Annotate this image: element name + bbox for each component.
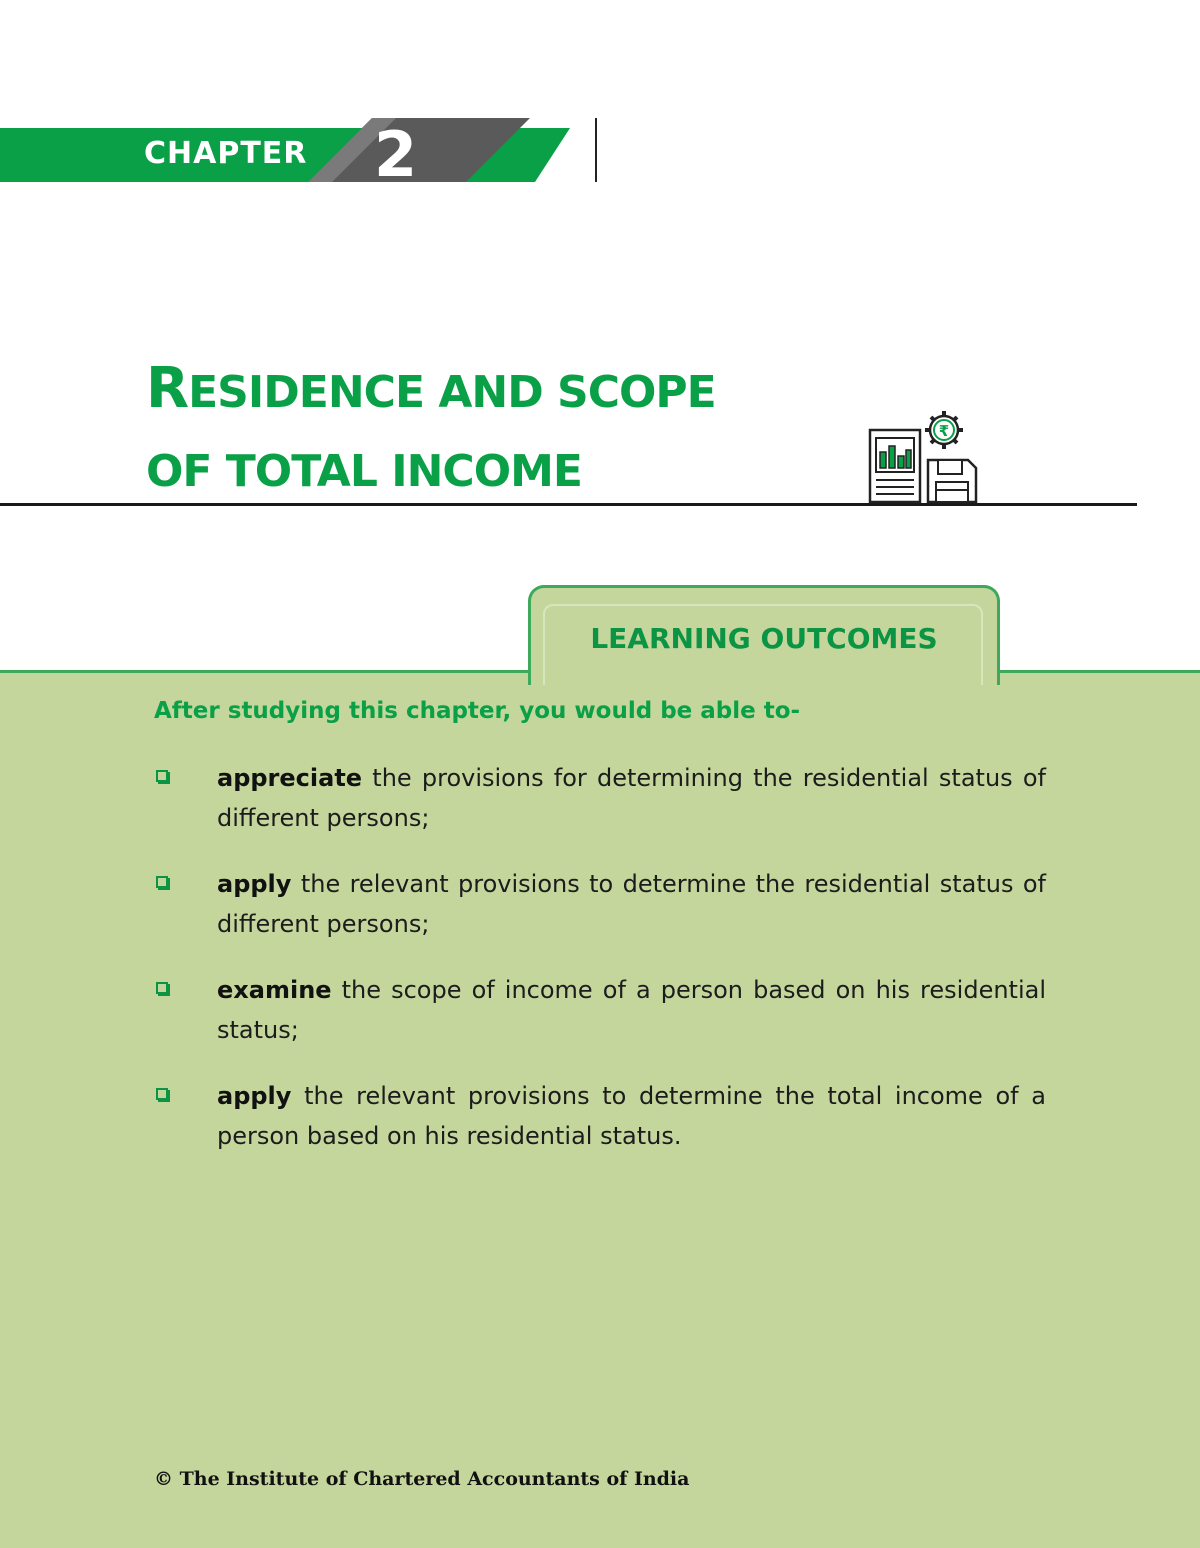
checkbox-bullet-icon xyxy=(156,876,168,888)
outcome-item xyxy=(154,864,1046,944)
chapter-label: CHAPTER xyxy=(144,136,308,171)
title-initial-cap: R xyxy=(146,356,189,421)
learning-outcomes-intro: After studying this chapter, you would be able to- xyxy=(154,698,801,724)
title-line-1-rest: ESIDENCE AND SCOPE xyxy=(188,367,716,418)
outcome-text: the relevant provisions to determine the residential status of different persons; xyxy=(217,870,1046,938)
outcome-item xyxy=(154,970,1046,1050)
checkbox-bullet-icon xyxy=(156,982,168,994)
outcome-item xyxy=(154,758,1046,838)
outcome-verb: apply xyxy=(217,870,292,898)
outcome-verb: appreciate xyxy=(217,764,363,792)
checkbox-bullet-icon xyxy=(156,1088,168,1100)
checkbox-bullet-icon xyxy=(156,770,168,782)
learning-outcomes-heading: LEARNING OUTCOMES xyxy=(590,622,938,655)
outcome-verb: examine xyxy=(217,976,332,1004)
outcome-verb: apply xyxy=(217,1082,292,1110)
outcome-text: the provisions for determining the residential status of different persons; xyxy=(217,764,1046,832)
outcome-text: the relevant provisions to determine the total income of a person based on his residential status. xyxy=(217,1082,1046,1150)
chapter-title-line-1 xyxy=(146,356,716,421)
outcome-text: the scope of income of a person based on his residential status; xyxy=(217,976,1046,1044)
outcome-item xyxy=(154,1076,1046,1156)
copyright-footer: © The Institute of Chartered Accountants of India xyxy=(154,1468,690,1490)
chapter-title-line-2: OF TOTAL INCOME xyxy=(146,446,582,497)
finance-report-icon xyxy=(864,408,980,506)
chapter-number: 2 xyxy=(374,118,418,191)
rupee-symbol: ₹ xyxy=(938,422,950,440)
learning-outcomes-tab xyxy=(528,585,1000,685)
